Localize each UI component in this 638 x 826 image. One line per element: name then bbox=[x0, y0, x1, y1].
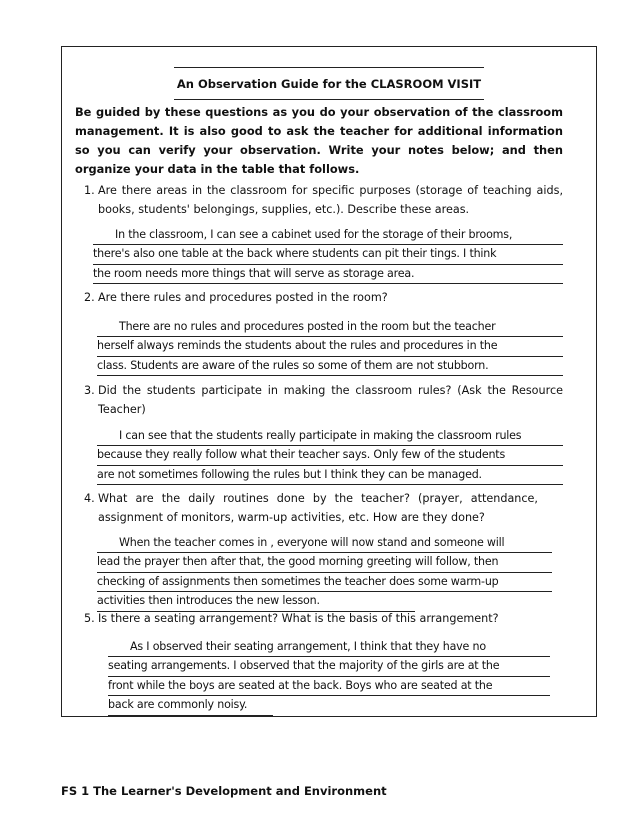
answer-line: checking of assignments then sometimes the teacher does some warm-up bbox=[97, 573, 552, 592]
answer-line: There are no rules and procedures posted in the room but the teacher bbox=[97, 318, 563, 337]
answer-line: front while the boys are seated at the back. Boys who are seated at the bbox=[108, 677, 550, 696]
instructions-paragraph: Be guided by these questions as you do your observation of the classroom management. It is also good to ask the teacher for additional information so you can verify your observation. Write your notes below; and then organize your data in the table that follows. bbox=[75, 105, 563, 176]
answer-line: the room needs more things that will serve as storage area. bbox=[93, 265, 563, 284]
answer-line: activities then introduces the new lesson. bbox=[97, 592, 415, 611]
answer-line: seating arrangements. I observed that the majority of the girls are at the bbox=[108, 657, 550, 676]
answer-2 bbox=[97, 318, 563, 376]
question-text: Is there a seating arrangement? What is the basis of this arrangement? bbox=[98, 612, 499, 625]
answer-line: because they really follow what their teacher says. Only few of the students bbox=[97, 446, 563, 465]
question-5 bbox=[84, 609, 563, 628]
question-number: 5. bbox=[84, 612, 95, 625]
question-3 bbox=[84, 381, 563, 419]
answer-line: there's also one table at the back where students can pit their tings. I think bbox=[93, 245, 563, 264]
question-number: 2. bbox=[84, 291, 95, 304]
answer-4 bbox=[97, 534, 552, 612]
answer-line: class. Students are aware of the rules so some of them are not stubborn. bbox=[97, 357, 563, 376]
answer-5 bbox=[108, 638, 550, 716]
question-text: What are the daily routines done by the teacher? (prayer, attendance, assignment of monitors, warm-up activities, etc. How are they done? bbox=[98, 492, 538, 524]
answer-line: I can see that the students really participate in making the classroom rules bbox=[97, 427, 563, 446]
question-text: Are there areas in the classroom for specific purposes (storage of teaching aids, books, students' belongings, supplies, etc.). Describe these areas. bbox=[98, 184, 563, 216]
question-text: Did the students participate in making the classroom rules? (Ask the Resource Teacher) bbox=[98, 384, 563, 416]
answer-line: lead the prayer then after that, the good morning greeting will follow, then bbox=[97, 553, 552, 572]
question-number: 1. bbox=[84, 184, 95, 197]
answer-line: back are commonly noisy. bbox=[108, 696, 273, 715]
answer-line: As I observed their seating arrangement, I think that they have no bbox=[108, 638, 550, 657]
question-number: 3. bbox=[84, 384, 95, 397]
answer-line: are not sometimes following the rules but I think they can be managed. bbox=[97, 466, 563, 485]
page-footer: FS 1 The Learner's Development and Environment bbox=[61, 784, 387, 798]
answer-3 bbox=[97, 427, 563, 485]
answer-line: When the teacher comes in , everyone will now stand and someone will bbox=[97, 534, 552, 553]
answer-line: herself always reminds the students about the rules and procedures in the bbox=[97, 337, 563, 356]
question-4 bbox=[84, 489, 538, 527]
question-2 bbox=[84, 288, 563, 307]
document-title: An Observation Guide for the CLASROOM VISIT bbox=[174, 67, 484, 100]
answer-line: In the classroom, I can see a cabinet used for the storage of their brooms, bbox=[93, 226, 563, 245]
question-text: Are there rules and procedures posted in the room? bbox=[98, 291, 388, 304]
question-1 bbox=[84, 181, 563, 219]
question-number: 4. bbox=[84, 492, 95, 505]
answer-1 bbox=[93, 226, 563, 284]
